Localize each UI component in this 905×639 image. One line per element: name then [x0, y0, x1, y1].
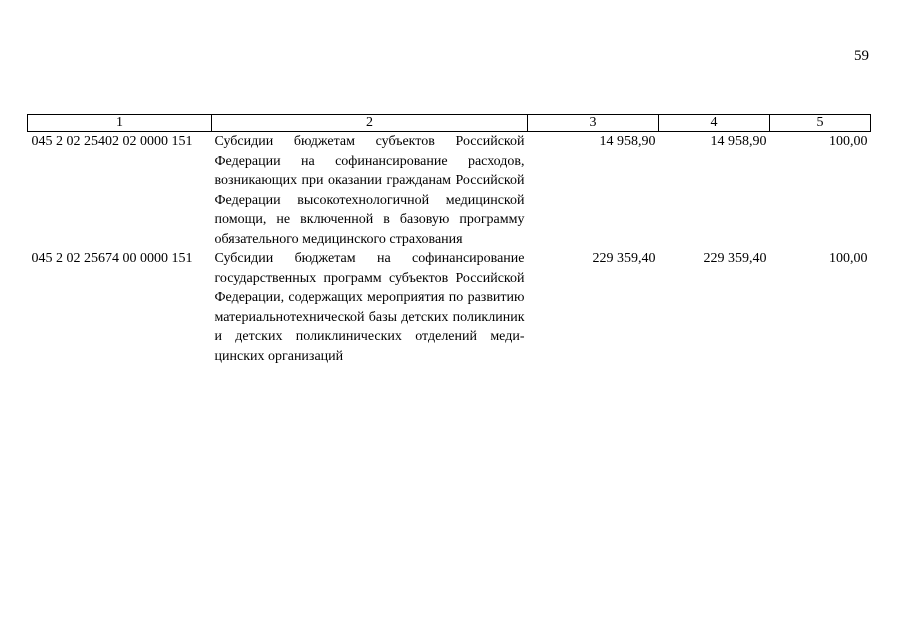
header-col-2: 2 — [212, 115, 528, 132]
budget-table — [27, 114, 871, 366]
table-row — [28, 132, 871, 250]
row-code: 045 2 02 25402 02 0000 151 — [31, 134, 193, 149]
row-value-col4: 229 359,40 — [703, 251, 767, 266]
header-col-4: 4 — [659, 115, 770, 132]
row-value-col3: 14 958,90 — [599, 134, 656, 149]
header-col-5: 5 — [770, 115, 871, 132]
row-value-col5: 100,00 — [829, 134, 868, 149]
page-number: 59 — [854, 48, 869, 64]
row-description: Субсидии бюджетам на софинансирование государственных программ субъектов Российской Федерации, содержащих мероприятия по развитию материальнотехнической базы детских поликлиник и детских поликлинических отделений медицинских организаций — [214, 251, 525, 364]
header-col-1: 1 — [28, 115, 212, 132]
table-header-row — [28, 115, 871, 132]
header-col-3: 3 — [528, 115, 659, 132]
row-value-col3: 229 359,40 — [592, 251, 656, 266]
row-value-col5: 100,00 — [829, 251, 868, 266]
row-value-col4: 14 958,90 — [710, 134, 767, 149]
row-description: Субсидии бюджетам субъектов Российской Федерации на софинансирование расходов, возникающих при оказании гражданам Российской Федерации высокотехнологичной медицинской помощи, не включенной в базовую программу обязательного медицинского страхования — [214, 134, 525, 247]
table-row — [28, 249, 871, 366]
row-code: 045 2 02 25674 00 0000 151 — [31, 251, 193, 266]
